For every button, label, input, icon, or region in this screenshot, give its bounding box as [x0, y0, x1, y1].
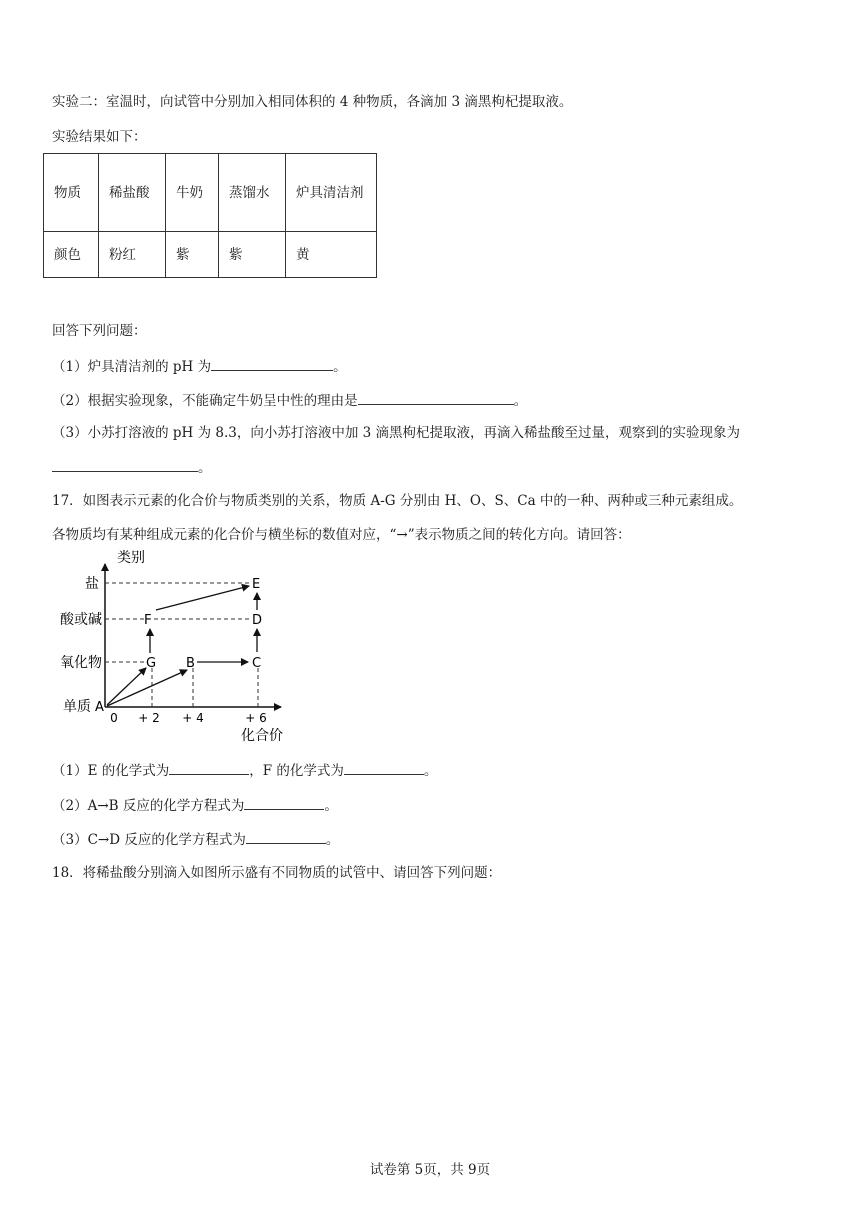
category-label: 单质 — [63, 699, 91, 715]
q17-1-text: （1）E 的化学式为 — [52, 763, 170, 779]
answer-blank — [344, 760, 424, 775]
table-cell: 粉红 — [99, 232, 166, 278]
q16-2 — [52, 390, 527, 411]
exp2-intro: 实验二：室温时，向试管中分别加入相同体积的 4 种物质，各滴加 3 滴黑枸杞提取液。 — [52, 94, 573, 110]
q17-2-text: （2）A→B 反应的化学方程式为 — [52, 798, 245, 814]
answer-blank — [211, 356, 333, 371]
tick-label: + 6 — [245, 711, 267, 725]
q17-2 — [52, 795, 338, 816]
q17-1 — [52, 760, 437, 781]
q17-1-text-b: ，F 的化学式为 — [249, 763, 344, 779]
table-row — [44, 154, 377, 232]
tick-label: 0 — [110, 711, 118, 725]
arrow-a-b — [107, 670, 187, 706]
table-cell — [286, 154, 377, 232]
point-b: B — [186, 656, 195, 671]
x-axis-title: 化合价 — [241, 728, 283, 744]
table-cell: 稀盐酸 — [99, 154, 166, 232]
arrow-f-e — [156, 586, 249, 610]
answer-blank — [244, 795, 324, 810]
table-cell-text: 炉具清洁剂 — [296, 184, 364, 201]
q17-3 — [52, 829, 339, 850]
answer-blank — [358, 390, 514, 405]
q18: 18．将稀盐酸分别滴入如图所示盛有不同物质的试管中、请回答下列问题： — [52, 865, 502, 881]
table-cell: 蒸馏水 — [219, 154, 286, 232]
q17-line1: 17．如图表示元素的化合价与物质类别的关系，物质 A-G 分别由 H、O、S、Ca 中的一种、两种或三种元素组成。 — [52, 493, 743, 509]
answer-blank — [246, 829, 326, 844]
answer-intro: 回答下列问题： — [52, 323, 147, 339]
q17-3-end: 。 — [325, 832, 340, 848]
q16-3-end: 。 — [198, 460, 212, 476]
point-d: D — [252, 613, 263, 628]
valence-category-diagram — [55, 548, 295, 748]
result-intro: 实验结果如下： — [52, 129, 147, 145]
point-a: A — [95, 700, 104, 715]
table-cell: 物质 — [44, 154, 99, 232]
answer-blank — [52, 457, 198, 472]
tick-label: + 4 — [182, 711, 204, 725]
table-cell: 紫 — [166, 232, 219, 278]
y-axis-title: 类别 — [117, 550, 145, 566]
point-c: C — [252, 656, 262, 671]
q16-2-text: （2）根据实验现象，不能确定牛奶呈中性的理由是 — [52, 393, 358, 409]
q17-1-end: 。 — [423, 763, 438, 779]
result-table — [43, 153, 377, 278]
q17-2-end: 。 — [324, 798, 338, 814]
table-cell: 黄 — [286, 232, 377, 278]
q16-1-end: 。 — [333, 359, 347, 375]
q16-1 — [52, 356, 347, 377]
table-cell: 牛奶 — [166, 154, 219, 232]
category-label: 酸或碱 — [60, 612, 102, 628]
point-g: G — [146, 656, 157, 671]
q16-1-text: （1）炉具清洁剂的 pH 为 — [52, 359, 212, 375]
page-footer: 试卷第 5页，共 9页 — [369, 1162, 491, 1178]
q16-2-end: 。 — [513, 393, 528, 409]
answer-blank — [169, 760, 249, 775]
point-e: E — [252, 577, 261, 592]
q16-3-cont — [52, 457, 212, 478]
table-cell: 颜色 — [44, 232, 99, 278]
q16-3: （3）小苏打溶液的 pH 为 8.3，向小苏打溶液中加 3 滴黑枸杞提取液，再滴入稀盐酸至过量，观察到的实验现象为 — [52, 425, 741, 441]
q17-3-text: （3）C→D 反应的化学方程式为 — [52, 832, 246, 848]
category-label: 氧化物 — [60, 655, 102, 671]
q17-line2: 各物质均有某种组成元素的化合价与横坐标的数值对应，“→”表示物质之间的转化方向。请回答： — [52, 527, 631, 543]
point-f: F — [144, 613, 152, 628]
arrow-a-g — [107, 668, 146, 705]
table-row — [44, 232, 377, 278]
table-cell: 紫 — [219, 232, 286, 278]
tick-label: + 2 — [138, 711, 160, 725]
category-label: 盐 — [85, 576, 99, 592]
